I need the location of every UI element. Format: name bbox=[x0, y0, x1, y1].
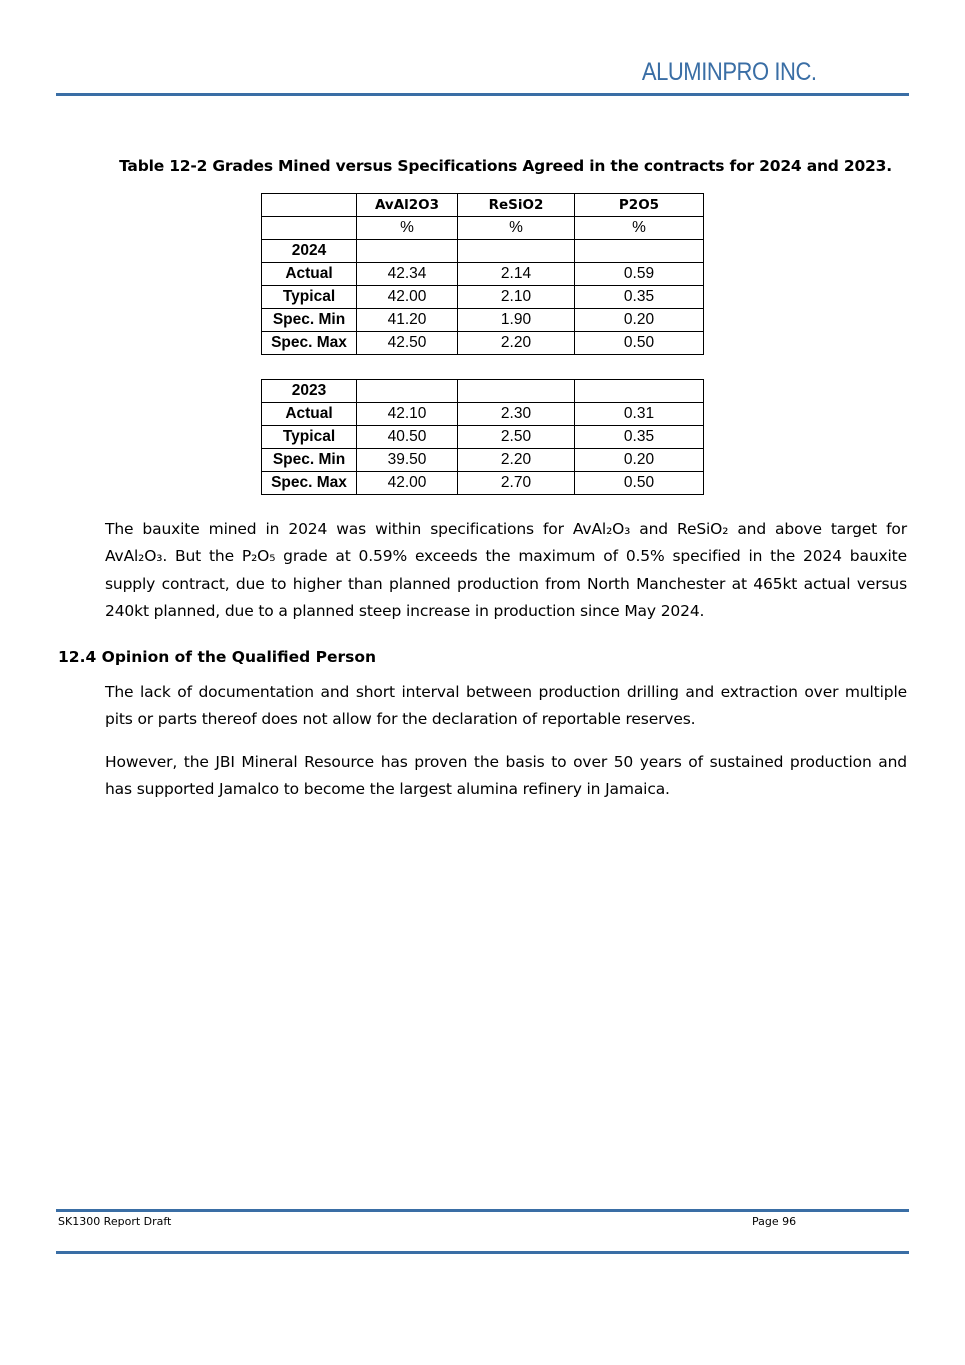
table-cell: 2.14 bbox=[458, 263, 575, 286]
unit-cell: % bbox=[575, 217, 704, 240]
paragraph-text: The bauxite mined in 2024 was within specifications for AvAl₂O₃ and ReSiO₂ and above target for AvAl₂O₃. But the P₂O₅ grade at 0.59% exceeds the maximum of 0.5% specified in the 2024 bauxite supply contract, due to higher than planned production from North Manchester at 465kt actual versus 240kt planned, due to a planned steep increase in production since May 2024. bbox=[105, 520, 907, 620]
empty-cell bbox=[357, 240, 458, 263]
header-rule bbox=[56, 93, 909, 96]
units-row bbox=[262, 217, 704, 240]
table-cell: 0.50 bbox=[575, 332, 704, 355]
table-cell: 0.31 bbox=[575, 403, 704, 426]
empty-cell bbox=[575, 380, 704, 403]
table-caption: Table 12-2 Grades Mined versus Specifications Agreed in the contracts for 2024 and 2023. bbox=[119, 157, 892, 175]
table-header-row bbox=[262, 194, 704, 217]
grades-table-2024 bbox=[261, 193, 704, 355]
table-row bbox=[262, 263, 704, 286]
table-cell: 0.50 bbox=[575, 472, 704, 495]
table-cell: 41.20 bbox=[357, 309, 458, 332]
table-cell: 40.50 bbox=[357, 426, 458, 449]
paragraph-text: However, the JBI Mineral Resource has proven the basis to over 50 years of sustained production and has supported Jamalco to become the largest alumina refinery in Jamaica. bbox=[105, 753, 907, 799]
unit-cell bbox=[262, 217, 357, 240]
empty-cell bbox=[575, 240, 704, 263]
footer-bottom-rule bbox=[56, 1251, 909, 1254]
table-cell: 2.30 bbox=[458, 403, 575, 426]
header-cell: AvAl2O3 bbox=[357, 194, 458, 217]
header-cell bbox=[262, 194, 357, 217]
row-label: Spec. Min bbox=[262, 449, 357, 472]
table-cell: 2.20 bbox=[458, 449, 575, 472]
table-row bbox=[262, 426, 704, 449]
table-cell: 0.59 bbox=[575, 263, 704, 286]
table-cell: 42.10 bbox=[357, 403, 458, 426]
section-heading: 12.4 Opinion of the Qualified Person bbox=[58, 648, 377, 666]
empty-cell bbox=[458, 240, 575, 263]
table-cell: 0.20 bbox=[575, 449, 704, 472]
row-label: Typical bbox=[262, 286, 357, 309]
table-cell: 0.35 bbox=[575, 286, 704, 309]
unit-cell: % bbox=[357, 217, 458, 240]
table-cell: 1.90 bbox=[458, 309, 575, 332]
row-label: Actual bbox=[262, 263, 357, 286]
footer-top-rule bbox=[56, 1209, 909, 1212]
table-row bbox=[262, 309, 704, 332]
footer-report-title: SK1300 Report Draft bbox=[58, 1215, 172, 1228]
paragraph-grades bbox=[105, 516, 907, 625]
table-cell: 42.00 bbox=[357, 472, 458, 495]
company-name: ALUMINPRO INC. bbox=[642, 58, 817, 86]
year-row bbox=[262, 240, 704, 263]
year-label: 2023 bbox=[262, 380, 357, 403]
row-label: Spec. Min bbox=[262, 309, 357, 332]
table-row bbox=[262, 286, 704, 309]
table-cell: 0.35 bbox=[575, 426, 704, 449]
table-row bbox=[262, 449, 704, 472]
footer-page-number: Page 96 bbox=[752, 1215, 797, 1228]
grades-table-2023 bbox=[261, 379, 704, 495]
table-cell: 42.00 bbox=[357, 286, 458, 309]
table-row bbox=[262, 403, 704, 426]
paragraph-documentation bbox=[105, 679, 907, 734]
table-cell: 39.50 bbox=[357, 449, 458, 472]
row-label: Spec. Max bbox=[262, 332, 357, 355]
table-cell: 2.20 bbox=[458, 332, 575, 355]
header-cell: P2O5 bbox=[575, 194, 704, 217]
table-cell: 2.10 bbox=[458, 286, 575, 309]
table-row bbox=[262, 332, 704, 355]
empty-cell bbox=[458, 380, 575, 403]
row-label: Spec. Max bbox=[262, 472, 357, 495]
row-label: Typical bbox=[262, 426, 357, 449]
paragraph-text: The lack of documentation and short interval between production drilling and extraction over multiple pits or parts thereof does not allow for the declaration of reportable reserves. bbox=[105, 683, 907, 729]
header-cell: ReSiO2 bbox=[458, 194, 575, 217]
empty-cell bbox=[357, 380, 458, 403]
table-row bbox=[262, 472, 704, 495]
table-cell: 2.70 bbox=[458, 472, 575, 495]
table-cell: 0.20 bbox=[575, 309, 704, 332]
table-cell: 42.34 bbox=[357, 263, 458, 286]
table-cell: 2.50 bbox=[458, 426, 575, 449]
table-cell: 42.50 bbox=[357, 332, 458, 355]
paragraph-resource bbox=[105, 749, 907, 804]
unit-cell: % bbox=[458, 217, 575, 240]
year-label: 2024 bbox=[262, 240, 357, 263]
row-label: Actual bbox=[262, 403, 357, 426]
year-row bbox=[262, 380, 704, 403]
